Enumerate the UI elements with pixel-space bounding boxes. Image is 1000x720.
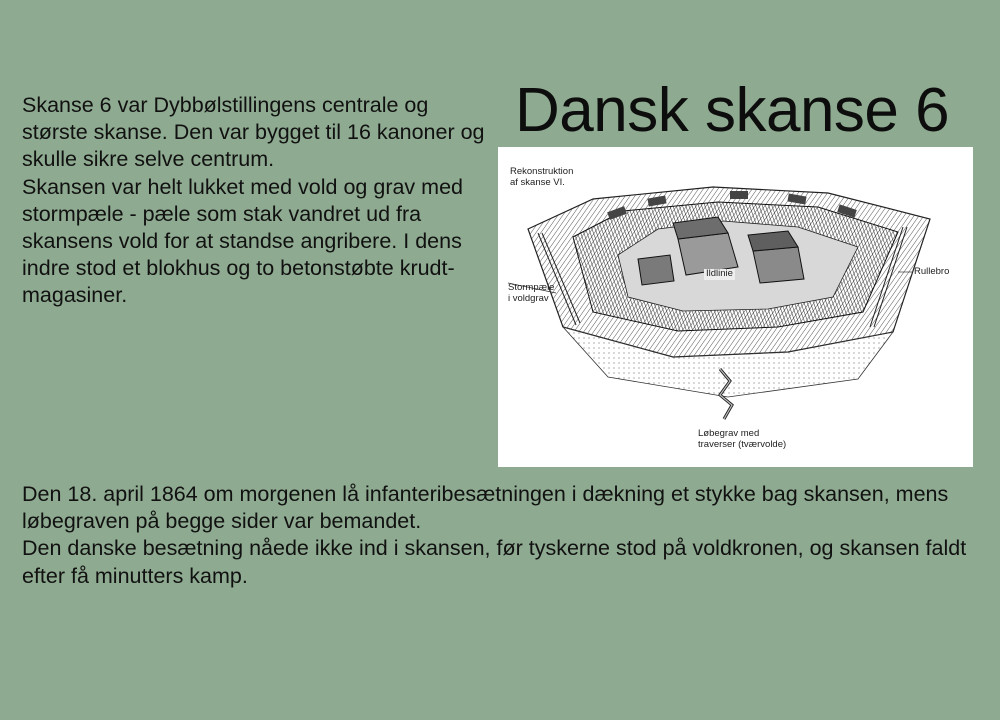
- label-rullebro: Rullebro: [914, 266, 950, 277]
- label-stormpaele: Stormpæle i voldgrav: [508, 282, 555, 304]
- magazine-right: [753, 247, 804, 283]
- label-lobegrav: Løbegrav med traverser (tværvolde): [698, 428, 787, 450]
- bottom-paragraph-2: Den danske besætning nåede ikke ind i skansen, før tyskerne stod på voldkronen, og skansen faldt efter få minutters kamp.: [22, 536, 967, 588]
- intro-paragraph-2: Skansen var helt lukket med vold og grav med stormpæle - pæle som stak vandret ud fra skansens vold for at standse angribere. I dens indre stod et blokhus og to betonstøbte krudtmagasiner.: [22, 174, 463, 308]
- bottom-paragraph-1: Den 18. april 1864 om morgenen lå infanteribesætningen i dækning et stykke bag skansen, mens løbegraven på begge sider var bemandet.: [22, 482, 949, 534]
- intro-text: [22, 92, 492, 310]
- fort-drawing: [498, 147, 973, 467]
- figure-caption: Rekonstruktion af skanse VI.: [510, 166, 574, 188]
- page-title: Dansk skanse 6: [515, 76, 950, 145]
- reconstruction-figure: [498, 147, 973, 467]
- magazine-left: [638, 255, 674, 285]
- bottom-text: [22, 481, 982, 590]
- intro-paragraph-1: Skanse 6 var Dybbølstillingens centrale og største skanse. Den var bygget til 16 kanoner og skulle sikre selve centrum.: [22, 93, 485, 172]
- label-ildlinie: Ildlinie: [706, 268, 733, 279]
